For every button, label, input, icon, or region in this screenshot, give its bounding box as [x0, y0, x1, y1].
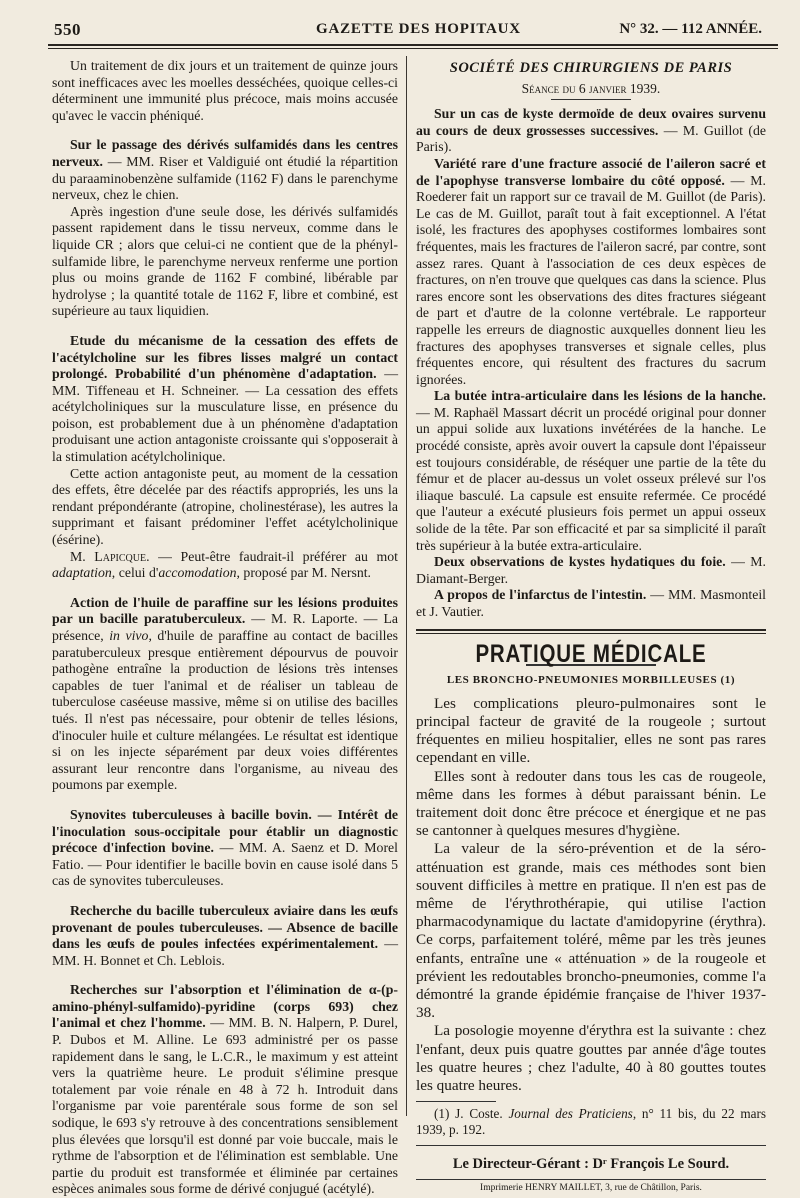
text-span: , proposé par M. Nersnt.: [236, 565, 372, 581]
article-authors: — MM. Masmonteil et J. Vautier.: [416, 587, 766, 619]
issue-number: N° 32. — 112 ANNÉE.: [619, 21, 762, 37]
article-abstract: [416, 554, 766, 587]
article-authors: — M. Roederer fait un rapport sur ce travail de M. Guillot (de Paris). Le cas de M. Guillot, paraît tout à fait exceptionnel. A l'état isolé, les fractures des apophyses costiformes lombaires sont fréquentes, mais les fractures de l'aileron sacré, par contre, sont assez rares. Quant à l'association de ces deux espèces de fractures, on n'en trouve que quelques cas dans la science. Plus rares encore sont les observations des dites fractures siégeant de part et d'autre de la colonne vertébrale. Le rapporteur rappelle les erreurs de diagnostic auxquelles donnent lieu les fractures des apophyses transverses et signale celles, plus fréquentes encore, qui résultent des fractures du sacrum ignorées.: [416, 172, 766, 387]
article-abstract: [52, 595, 398, 794]
text-span: — Peut-être faudrait-il préférer au mot: [149, 548, 398, 564]
article-title: Deux observations de kystes hydatiques du foie.: [434, 554, 726, 570]
text-span: , d'huile de paraffine au contact de bacilles paratuberculeux presque entièrement dépourvus de pouvoir pathogène entraîne la production de lésions très intenses capables de tuer l'animal et de réaliser un tableau de tuberculose caséeuse massive, même si on utilise des bacilles tués. Il n'est pas nécessaire, pour obtenir de telles lésions, d'inoculer huile et culture mélangées. Le résultat est identique si on les injecte séparément par deux voies différentes assurant leur rencontre dans l'organisme, au niveau des poumons par exemple.: [52, 628, 399, 793]
article-title: La butée intra-articulaire dans les lésions de la hanche.: [434, 388, 766, 404]
session-rule: [551, 99, 631, 100]
director-line: Le Directeur-Gérant : Dʳ François Le Sourd.: [452, 1156, 730, 1173]
article-authors: — MM. Riser et Valdiguié ont étudié la répartition du paraaminobenzène sulfamide (1162 F) dans le parenchyme nerveux, chez le chien.: [52, 153, 398, 203]
article-abstract: [52, 807, 398, 890]
article-title: A propos de l'infarctus de l'intestin.: [434, 587, 647, 603]
article-abstract: [416, 156, 766, 388]
article-title: Sur un cas de kyste dermoïde de deux ovaires survenu au cours de deux grossesses successives.: [416, 106, 766, 138]
article-heading: LES BRONCHO-PNEUMONIES MORBILLEUSES (1): [446, 674, 736, 687]
italic-word: accomodation: [158, 565, 237, 581]
article-authors: — M. Raphaël Massart décrit un procédé original pour donner un appui solide aux luxations invétérées de la hanche. Le procédé consiste, après avoir ouvert la capsule dont l'épaisseur est toujours considérable, de réséquer une partie de la tête du fémur et de placer au-dessus un volet osseux prélevé sur l'os iliaque basculé. La capsule est ensuite refermée. Ce procédé que l'auteur a exécuté plusieurs fois permet un appui osseux solide de la tête. Par son efficacité et par sa simplicité il paraît très supérieur à la butée extra-articulaire.: [416, 404, 766, 553]
section-title: PRATIQUE MÉDICALE: [475, 639, 707, 668]
article-authors: — M. R. Laporte. — La présence,: [52, 611, 398, 643]
article-abstract: [52, 903, 398, 969]
paragraph: [52, 549, 398, 582]
footnote-rule: [416, 1101, 496, 1102]
session-text: Séance du 6 janvier 1939.: [521, 80, 661, 96]
session-date: [416, 81, 766, 101]
article-authors: — MM. Tiffeneau et H. Schneiner. — La cessation des effets acétylcholiniques sur la musculature lisse, en présence du poison, est probablement due à un phénomène d'adaptation produisant une action antagoniste croissante qui s'opposerait à la stimulation acétylcholinique.: [52, 366, 398, 465]
column-divider: [406, 56, 407, 1116]
article-title: Variété rare d'une fracture associé de l'aileron sacré et de l'apophyse transverse lombaire du côté opposé.: [416, 155, 766, 188]
footnote-journal: Journal des Praticiens: [508, 1106, 633, 1122]
author-name: M. Lapicque.: [70, 548, 150, 564]
paragraph: Après ingestion d'une seule dose, les dérivés sulfamidés passent rapidement dans le tissu nerveux, comme dans le liquide CR ; alors que celui-ci ne contient que de la phényl-sulfamide libre, le parenchyme nerveux renferme une portion plus ou moins grande de 1162 F combiné, libérable par hydrolyse ; la quantité totale de 1162 F, libre et combiné, est supérieure au taux liquidien.: [52, 203, 398, 319]
paragraph: La posologie moyenne d'érythra est la suivante : chez l'enfant, deux puis quatre gouttes par année d'âge toutes les quatre heures ; chez l'adulte, 40 à 80 gouttes toutes les quatre heures.: [416, 1022, 766, 1095]
imprint-line: Imprimerie HENRY MAILLET, 3, rue de Châtillon, Paris.: [480, 1182, 702, 1193]
header-rule: [48, 44, 778, 49]
paragraph: La valeur de la séro-prévention et de la séro-atténuation est grande, mais ces méthodes sont bien souvent difficiles à mettre en pratique. Il n'en est pas de même de l'érythrothérapie, qui utilise l'action pharmacodynamique du lactate d'amidopyrine (érythra). Ce corps, parfaitement toléré, même par les très jeunes enfants, entraîne une « atténuation » de la rougeole et prévient les redoutables broncho-pneumonies, comme l'a démontré la grande épidémie française de l'hiver 1937-38.: [416, 840, 766, 1022]
italic-word: in vivo: [109, 628, 149, 643]
article-abstract: [52, 333, 398, 466]
article-abstract: [416, 388, 766, 554]
article-title: Recherches sur l'absorption et l'élimination de α-(p-amino-phényl-sulfamido)-pyridine (corps 693) chez l'animal et chez l'homme.: [52, 982, 398, 1031]
footnote: [416, 1106, 766, 1137]
article-title: Action de l'huile de paraffine sur les lésions produites par un bacille paratuberculeux.: [52, 594, 398, 627]
article-title: Recherche du bacille tuberculeux aviaire dans les œufs provenant de poules tuberculeuses. — Absence de bacille dans les œufs de poules infectées expérimentalement.: [52, 902, 398, 952]
article-abstract: [416, 587, 766, 620]
article-abstract: [416, 106, 766, 156]
article-title: Synovites tuberculeuses à bacille bovin. — Intérêt de l'inoculation sous-occipitale pour établir un diagnostic précoce d'infection bovine.: [52, 806, 398, 856]
article-abstract: [52, 982, 398, 1198]
article-authors: — MM. B. N. Halpern, P. Durel, P. Dubos et M. Alline. Le 693 administré per os passe rapidement dans le sang, le L.C.R., le maximum y est atteint vers la quatrième heure. Le produit s'élimine presque totalement par voie rénale en 48 à 72 h. Introduit dans l'organisme par voie parentérale sous forme de son sel sodique, le 693 s'y retrouve à des concentrations sensiblement plus élevées que lorsqu'il est donné par voie buccale, mais le rythme de l'absorption et de l'élimination est semblable. Une partie du produit est transformée et éliminée par certaines espèces animales sous forme de dérivé conjugué (acétylé).: [52, 1015, 398, 1197]
article-authors: — MM. A. Saenz et D. Morel Fatio. — Pour identifier le bacille bovin en cause isolé dans 5 cas de synovites tuberculeuses.: [52, 840, 398, 889]
director-rule: [416, 1145, 766, 1146]
article-authors: — MM. H. Bonnet et Ch. Leblois.: [52, 936, 399, 968]
page-header: [48, 18, 770, 40]
society-heading: SOCIÉTÉ DES CHIRURGIENS DE PARIS: [449, 60, 733, 76]
left-column: [52, 58, 398, 1198]
paragraph: Un traitement de dix jours et un traitement de quinze jours sont inefficaces avec les moelles desséchées, quoique celles-ci déterminent une immunité plus précoce, mais moins accusée qu'avec le vaccin phéniqué.: [52, 58, 398, 123]
page-number: 550: [54, 20, 81, 39]
right-column: [416, 58, 766, 1196]
italic-word: adaptation: [52, 565, 112, 581]
section-separator: [416, 629, 766, 634]
paragraph: Elles sont à redouter dans tous les cas de rougeole, même dans les formes à début paraissant bénin. Le traitement doit donc être précoce et énergique et ne pas se cantonner à quelques mesures d'hygiène.: [416, 767, 766, 840]
footnote-author: (1) J. Coste.: [434, 1106, 509, 1122]
journal-title: GAZETTE DES HOPITAUX: [316, 21, 521, 37]
article-authors: — M. Guillot (de Paris).: [416, 122, 766, 155]
article-title: Etude du mécanisme de la cessation des effets de l'acétylcholine sur les fibres lisses malgré un contact prolongé. Probabilité d'un phénomène d'adaptation.: [52, 332, 398, 382]
footnote-ref: , n° 11 bis, du 22 mars 1939, p. 192.: [416, 1106, 766, 1137]
text-span: , celui d': [111, 565, 159, 581]
paragraph: Les complications pleuro-pulmonaires sont le principal facteur de gravité de la rougeole ; surtout fréquentes en milieu hospitalier, elles ne sont pas rares cependant en ville.: [416, 694, 766, 767]
article-authors: — M. Diamant-Berger.: [416, 554, 766, 586]
article-abstract: [52, 137, 398, 203]
paragraph: Cette action antagoniste peut, au moment de la cessation des effets, être décelée par des réactifs appropriés, les uns la rendant prépondérante (atropine, cholinestérase), les autres la supprimant et faisant prédominer l'effet acétylcholinique (ésérine).: [52, 465, 398, 548]
article-title: Sur le passage des dérivés sulfamidés dans les centres nerveux.: [52, 137, 398, 169]
